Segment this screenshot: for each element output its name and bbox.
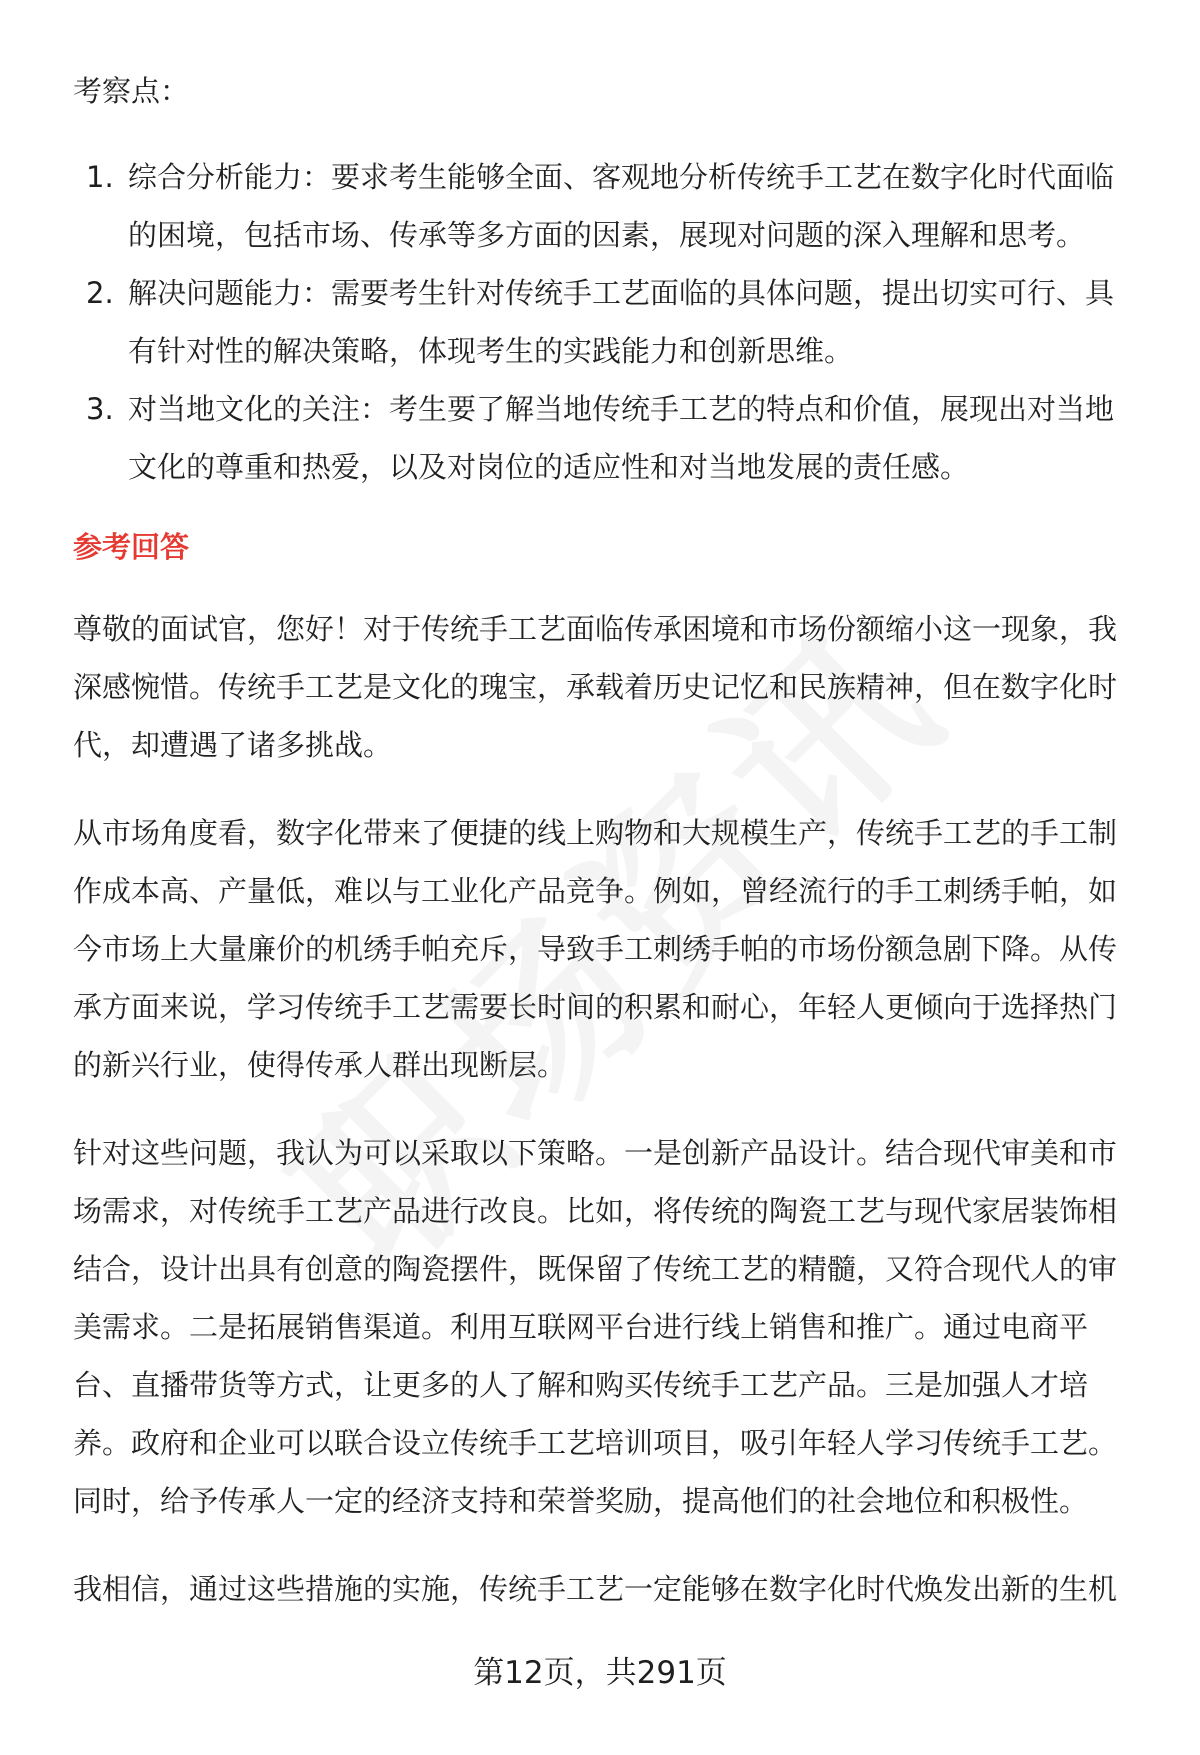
paragraph-line: 从市场角度看，数字化带来了便捷的线上购物和大规模生产，传统手工艺的手工制 (73, 816, 1118, 850)
paragraph-line: 养。政府和企业可以联合设立传统手工艺培训项目，吸引年轻人学习传统手工艺。 (73, 1426, 1118, 1460)
assessment-points-list (73, 148, 1143, 496)
list-item-line: 有针对性的解决策略，体现考生的实践能力和创新思维。 (128, 334, 854, 368)
paragraph-line: 今市场上大量廉价的机绣手帕充斥，导致手工刺绣手帕的市场份额急剧下降。从传 (73, 932, 1118, 966)
page-number-footer: 第12页，共291页 (473, 1655, 727, 1691)
answer-paragraph (73, 1560, 1143, 1618)
document-body (73, 62, 1143, 1648)
list-item-line: 的困境，包括市场、传承等多方面的因素，展现对问题的深入理解和思考。 (128, 218, 1086, 252)
list-item-line: 文化的尊重和热爱，以及对岗位的适应性和对当地发展的责任感。 (128, 450, 970, 484)
answer-section-title: 参考回答 (73, 530, 190, 564)
paragraph-line: 作成本高、产量低，难以与工业化产品竞争。例如，曾经流行的手工刺绣手帕，如 (73, 874, 1118, 908)
answer-paragraph (73, 600, 1143, 774)
list-item-line: 解决问题能力：需要考生针对传统手工艺面临的具体问题，提出切实可行、具 (128, 276, 1115, 310)
paragraph-line: 的新兴行业，使得传承人群出现断层。 (73, 1048, 567, 1082)
paragraph-line: 承方面来说，学习传统手工艺需要长时间的积累和耐心，年轻人更倾向于选择热门 (73, 990, 1118, 1024)
paragraph-line: 台、直播带货等方式，让更多的人了解和购买传统手工艺产品。三是加强人才培 (73, 1368, 1089, 1402)
list-item (73, 264, 1143, 380)
list-number: 2. (86, 276, 114, 310)
paragraph-line: 尊敬的面试官，您好！对于传统手工艺面临传承困境和市场份额缩小这一现象，我 (73, 612, 1118, 646)
paragraph-line: 场需求，对传统手工艺产品进行改良。比如，将传统的陶瓷工艺与现代家居装饰相 (73, 1194, 1118, 1228)
list-item-line: 对当地文化的关注：考生要了解当地传统手工艺的特点和价值，展现出对当地 (128, 392, 1115, 426)
paragraph-line: 代，却遭遇了诸多挑战。 (73, 728, 393, 762)
list-item (73, 148, 1143, 264)
paragraph-line: 同时，给予传承人一定的经济支持和荣誉奖励，提高他们的社会地位和积极性。 (73, 1484, 1089, 1518)
intro-label: 考察点： (73, 74, 190, 108)
answer-paragraph (73, 804, 1143, 1094)
paragraph-line: 深感惋惜。传统手工艺是文化的瑰宝，承载着历史记忆和民族精神，但在数字化时 (73, 670, 1118, 704)
paragraph-line: 我相信，通过这些措施的实施，传统手工艺一定能够在数字化时代焕发出新的生机 (73, 1572, 1118, 1606)
answer-paragraph (73, 1124, 1143, 1530)
list-number: 3. (86, 392, 114, 426)
list-number: 1. (86, 160, 114, 194)
paragraph-line: 美需求。二是拓展销售渠道。利用互联网平台进行线上销售和推广。通过电商平 (73, 1310, 1089, 1344)
list-item (73, 380, 1143, 496)
paragraph-line: 结合，设计出具有创意的陶瓷摆件，既保留了传统工艺的精髓，又符合现代人的审 (73, 1252, 1118, 1286)
list-item-line: 综合分析能力：要求考生能够全面、客观地分析传统手工艺在数字化时代面临 (128, 160, 1115, 194)
paragraph-line: 针对这些问题，我认为可以采取以下策略。一是创新产品设计。结合现代审美和市 (73, 1136, 1118, 1170)
